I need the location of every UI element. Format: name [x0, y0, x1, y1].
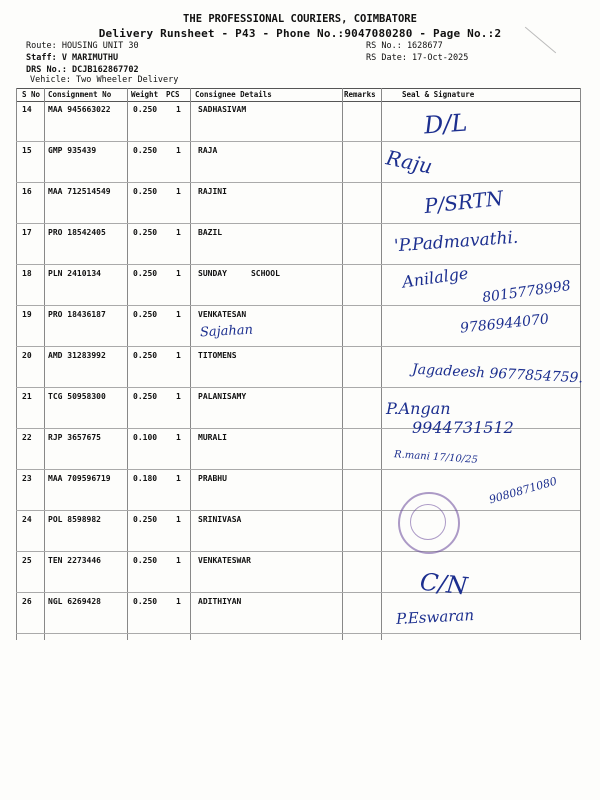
cell-weight: 0.180 [133, 474, 158, 483]
cell-consignment: PRO 18542405 [48, 228, 106, 237]
cell-sno: 20 [22, 351, 32, 360]
cell-pcs: 1 [176, 392, 181, 401]
cell-consignment: RJP 3657675 [48, 433, 101, 442]
cell-weight: 0.250 [133, 556, 158, 565]
col-consignment: Consignment No [48, 90, 112, 99]
col-seal-signature: Seal & Signature [402, 90, 475, 99]
cell-weight: 0.250 [133, 351, 158, 360]
phone-row-21: 9944731512 [412, 418, 514, 437]
cell-weight: 0.250 [133, 146, 158, 155]
table-row [16, 551, 580, 593]
signature-row-26: P.Eswaran [395, 605, 475, 629]
stamp-inner-ring [410, 504, 446, 540]
cell-sno: 17 [22, 228, 32, 237]
cell-consignee: SUNDAY SCHOOL [198, 269, 280, 278]
grid-line [580, 88, 581, 640]
vehicle-text: Vehicle: Two Wheeler Delivery [30, 75, 179, 85]
cell-weight: 0.250 [133, 269, 158, 278]
note-row-19-consignee: Sajahan [199, 322, 254, 341]
signature-row-17: 'P.Padmavathi. [393, 227, 519, 257]
col-weight: Weight [131, 90, 159, 99]
cell-consignee: SRINIVASA [198, 515, 242, 524]
company-title: THE PROFESSIONAL COURIERS, COIMBATORE [183, 13, 417, 25]
cell-sno: 23 [22, 474, 32, 483]
cell-consignment: NGL 6269428 [48, 597, 101, 606]
cell-pcs: 1 [176, 597, 181, 606]
cell-consignment: MAA 712514549 [48, 187, 111, 196]
cell-consignment: POL 8598982 [48, 515, 101, 524]
cell-weight: 0.250 [133, 310, 158, 319]
signature-row-22: R.mani 17/10/25 [393, 449, 479, 466]
col-pcs: PCS [166, 90, 180, 99]
cell-consignee: MURALI [198, 433, 227, 442]
staff-text: Staff: V MARIMUTHU [26, 53, 119, 63]
cell-consignee: VENKATESWAR [198, 556, 251, 565]
cell-sno: 26 [22, 597, 32, 606]
cell-pcs: 1 [176, 433, 181, 442]
signature-row-16: P/SRTN [422, 185, 505, 219]
cell-consignment: PLN 2410134 [48, 269, 101, 278]
cell-consignee: VENKATESAN [198, 310, 247, 319]
signature-row-15: Raju [384, 145, 435, 179]
signature-row-20: Jagadeesh 9677854759. [411, 361, 584, 387]
cell-consignee: RAJINI [198, 187, 227, 196]
table-row [16, 510, 580, 552]
cell-pcs: 1 [176, 146, 181, 155]
cell-weight: 0.250 [133, 597, 158, 606]
cell-sno: 22 [22, 433, 32, 442]
cell-consignment: GMP 935439 [48, 146, 97, 155]
cell-pcs: 1 [176, 515, 181, 524]
rs-number: RS No.: 1628677 [366, 41, 443, 51]
route-text: Route: HOUSING UNIT 30 [26, 41, 139, 51]
cell-pcs: 1 [176, 105, 181, 114]
cell-weight: 0.250 [133, 392, 158, 401]
round-seal-stamp [398, 492, 460, 554]
cell-consignment: TEN 2273446 [48, 556, 101, 565]
signature-row-18: Anilalge [401, 263, 470, 292]
col-consignee: Consignee Details [195, 90, 272, 99]
cell-consignee: RAJA [198, 146, 218, 155]
col-remarks: Remarks [344, 90, 376, 99]
cell-sno: 24 [22, 515, 32, 524]
cell-consignment: AMD 31283992 [48, 351, 106, 360]
runsheet-subtitle: Delivery Runsheet - P43 - Phone No.:9047080280 - Page No.:2 [98, 27, 502, 40]
cell-weight: 0.250 [133, 515, 158, 524]
signature-row-21: P.Angan [386, 399, 451, 418]
cell-consignee: ADITHIYAN [198, 597, 242, 606]
cell-pcs: 1 [176, 310, 181, 319]
cell-weight: 0.250 [133, 105, 158, 114]
drs-number: DRS No.: DCJB162867702 [26, 65, 139, 75]
cell-sno: 15 [22, 146, 32, 155]
cell-sno: 19 [22, 310, 32, 319]
cell-sno: 18 [22, 269, 32, 278]
cell-consignee: PRABHU [198, 474, 227, 483]
cell-sno: 25 [22, 556, 32, 565]
cell-consignee: SADHASIVAM [198, 105, 247, 114]
phone-row-19: 9786944070 [459, 311, 550, 337]
table-row [16, 100, 580, 142]
cell-sno: 16 [22, 187, 32, 196]
cell-pcs: 1 [176, 269, 181, 278]
cell-consignment: MAA 709596719 [48, 474, 111, 483]
cell-sno: 14 [22, 105, 32, 114]
cell-pcs: 1 [176, 556, 181, 565]
table-row [16, 141, 580, 183]
table-row [16, 592, 580, 634]
cell-pcs: 1 [176, 228, 181, 237]
cell-consignee: TITOMENS [198, 351, 237, 360]
phone-row-23: 9080871080 [487, 474, 559, 507]
cell-pcs: 1 [176, 351, 181, 360]
cell-sno: 21 [22, 392, 32, 401]
cell-weight: 0.250 [133, 187, 158, 196]
rs-date: RS Date: 17-Oct-2025 [366, 53, 469, 63]
cell-consignment: PRO 18436187 [48, 310, 106, 319]
cell-weight: 0.250 [133, 228, 158, 237]
signature-row-14: D/L [423, 108, 469, 140]
col-sno: S No [22, 90, 41, 99]
cell-consignee: PALANISAMY [198, 392, 247, 401]
cell-pcs: 1 [176, 474, 181, 483]
cell-consignment: MAA 945663022 [48, 105, 111, 114]
cell-pcs: 1 [176, 187, 181, 196]
cell-consignment: TCG 50958300 [48, 392, 106, 401]
phone-row-18: 8015778998 [481, 277, 572, 307]
cell-weight: 0.100 [133, 433, 158, 442]
signature-row-25: C/N [418, 567, 469, 601]
cell-consignee: BAZIL [198, 228, 223, 237]
